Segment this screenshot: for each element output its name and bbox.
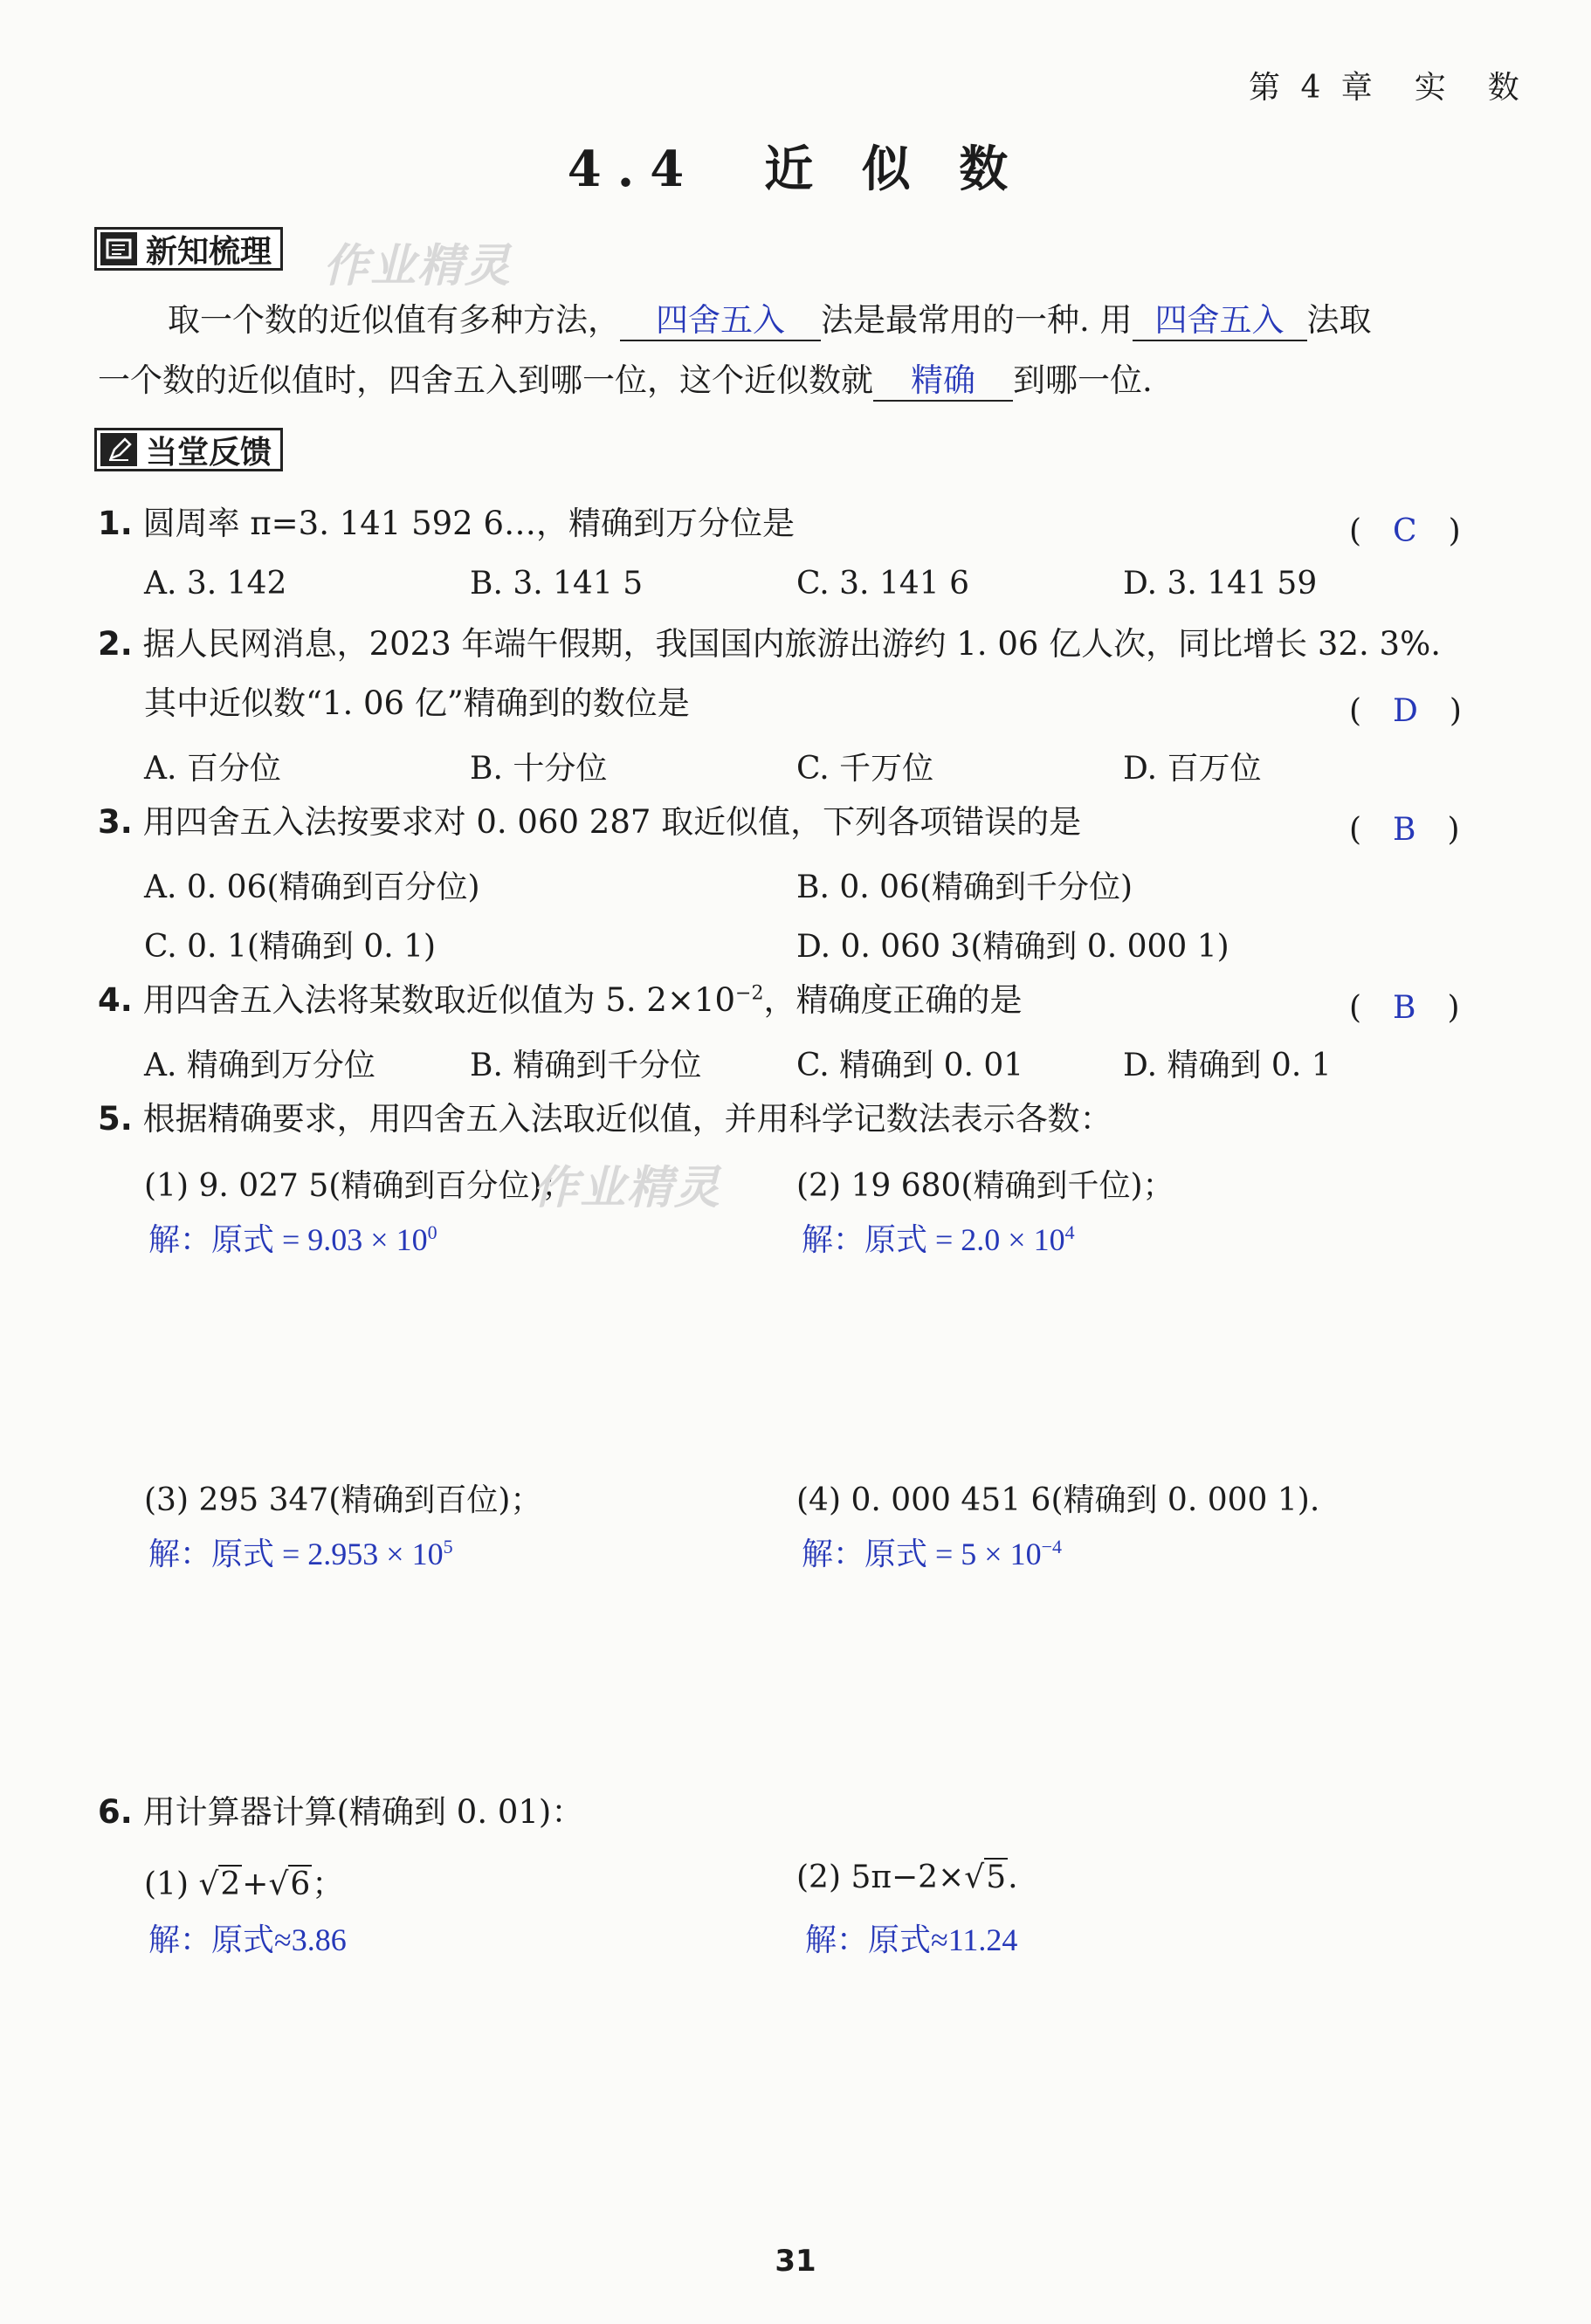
option: C. 千万位 (796, 751, 934, 787)
section-label: 新知梳理 (146, 233, 272, 270)
intro-line-1: 取一个数的近似值有多种方法， 四舍五入 法是最常用的一种. 用 四舍五入 法取 (168, 301, 1372, 341)
option: A. 精确到万分位 (144, 1048, 375, 1083)
question-2: 2. 据人民网消息，2023 年端午假期，我国国内旅游出游约 1. 06 亿人次，同比增长 32. 3%. (98, 625, 1441, 663)
answer-2: ( D ) (1349, 693, 1462, 729)
pencil-icon (100, 433, 137, 466)
solution-6-1: 解：原式≈3.86 (148, 1922, 347, 1957)
blank-3: 精确 (873, 361, 1013, 402)
option: D. 精确到 0. 1 (1123, 1048, 1332, 1083)
option: B. 3. 141 5 (470, 566, 644, 602)
option: A. 3. 142 (144, 566, 287, 602)
solution-6-2: 解：原式≈11.24 (805, 1922, 1018, 1957)
solution-4: 解：原式 = $5 \times 10^{-4}$ (802, 1536, 1063, 1571)
question-6: 6. 用计算器计算(精确到 0. 01)： (98, 1793, 584, 1831)
option: B. 0. 06(精确到千分位) (796, 870, 1133, 905)
watermark: 作业精灵 (533, 1162, 722, 1214)
solution-2: 解：原式 = $2.0 \times 10^4$ (802, 1221, 1075, 1257)
q5-part-3: (3) 295 347(精确到百位)； (144, 1482, 542, 1518)
option: D. 3. 141 59 (1123, 566, 1318, 602)
option: B. 精确到千分位 (470, 1048, 702, 1083)
answer-1: ( C ) (1349, 513, 1461, 549)
question-2-line-2: 其中近似数“1. 06 亿”精确到的数位是 (144, 684, 690, 722)
q5-part-2: (2) 19 680(精确到千位)； (796, 1168, 1174, 1204)
blank-1: 四舍五入 (620, 301, 821, 341)
section-label: 当堂反馈 (146, 434, 272, 471)
section-title: 4.4 近 似 数 (567, 141, 1024, 198)
watermark: 作业精灵 (323, 240, 513, 292)
intro-line-2: 一个数的近似值时，四舍五入到哪一位，这个近似数就 精确 到哪一位. (98, 361, 1153, 402)
option: A. 0. 06(精确到百分位) (144, 870, 480, 905)
option: D. 0. 060 3(精确到 0. 000 1) (796, 929, 1229, 965)
option: B. 十分位 (470, 751, 608, 787)
section-feedback (94, 428, 283, 471)
sqrt-symbol: √5 (964, 1860, 1007, 1895)
book-icon (100, 232, 137, 265)
sqrt-symbol: √6 (268, 1867, 311, 1902)
option: A. 百分位 (144, 751, 281, 787)
answer-4: ( B ) (1349, 990, 1460, 1026)
solution-3: 解：原式 = $2.953 \times 10^5$ (148, 1536, 453, 1571)
q6-part-1: (1) √2+√6； (144, 1867, 344, 1902)
q5-part-4: (4) 0. 000 451 6(精确到 0. 000 1). (796, 1482, 1320, 1518)
question-4: 4. 用四舍五入法将某数取近似值为 5. $2\times 10^{-2}$，精确度正确的是 (98, 981, 1023, 1019)
chapter-header: 第 4 章 实 数 (1249, 70, 1525, 106)
blank-2: 四舍五入 (1133, 301, 1307, 341)
page-number: 31 (775, 2244, 816, 2279)
question-1: 1. 圆周率 π=3. 141 592 6…，精确到万分位是 (98, 505, 796, 542)
q5-part-1: (1) 9. 027 5(精确到百分位)； (144, 1168, 574, 1204)
option: D. 百万位 (1123, 751, 1262, 787)
question-3: 3. 用四舍五入法按要求对 0. 060 287 取近似值，下列各项错误的是 (98, 803, 1082, 841)
option: C. 精确到 0. 01 (796, 1048, 1024, 1083)
section-new-knowledge (94, 227, 283, 271)
solution-1: 解：原式 = $9.03 \times 10^0$ (148, 1221, 437, 1257)
question-5: 5. 根据精确要求，用四舍五入法取近似值，并用科学记数法表示各数： (98, 1100, 1112, 1138)
option: C. 0. 1(精确到 0. 1) (144, 929, 437, 965)
q6-part-2: (2) 5π−2×√5. (796, 1860, 1018, 1895)
option: C. 3. 141 6 (796, 566, 969, 602)
sqrt-symbol: √2 (198, 1867, 241, 1902)
answer-3: ( B ) (1349, 812, 1460, 848)
